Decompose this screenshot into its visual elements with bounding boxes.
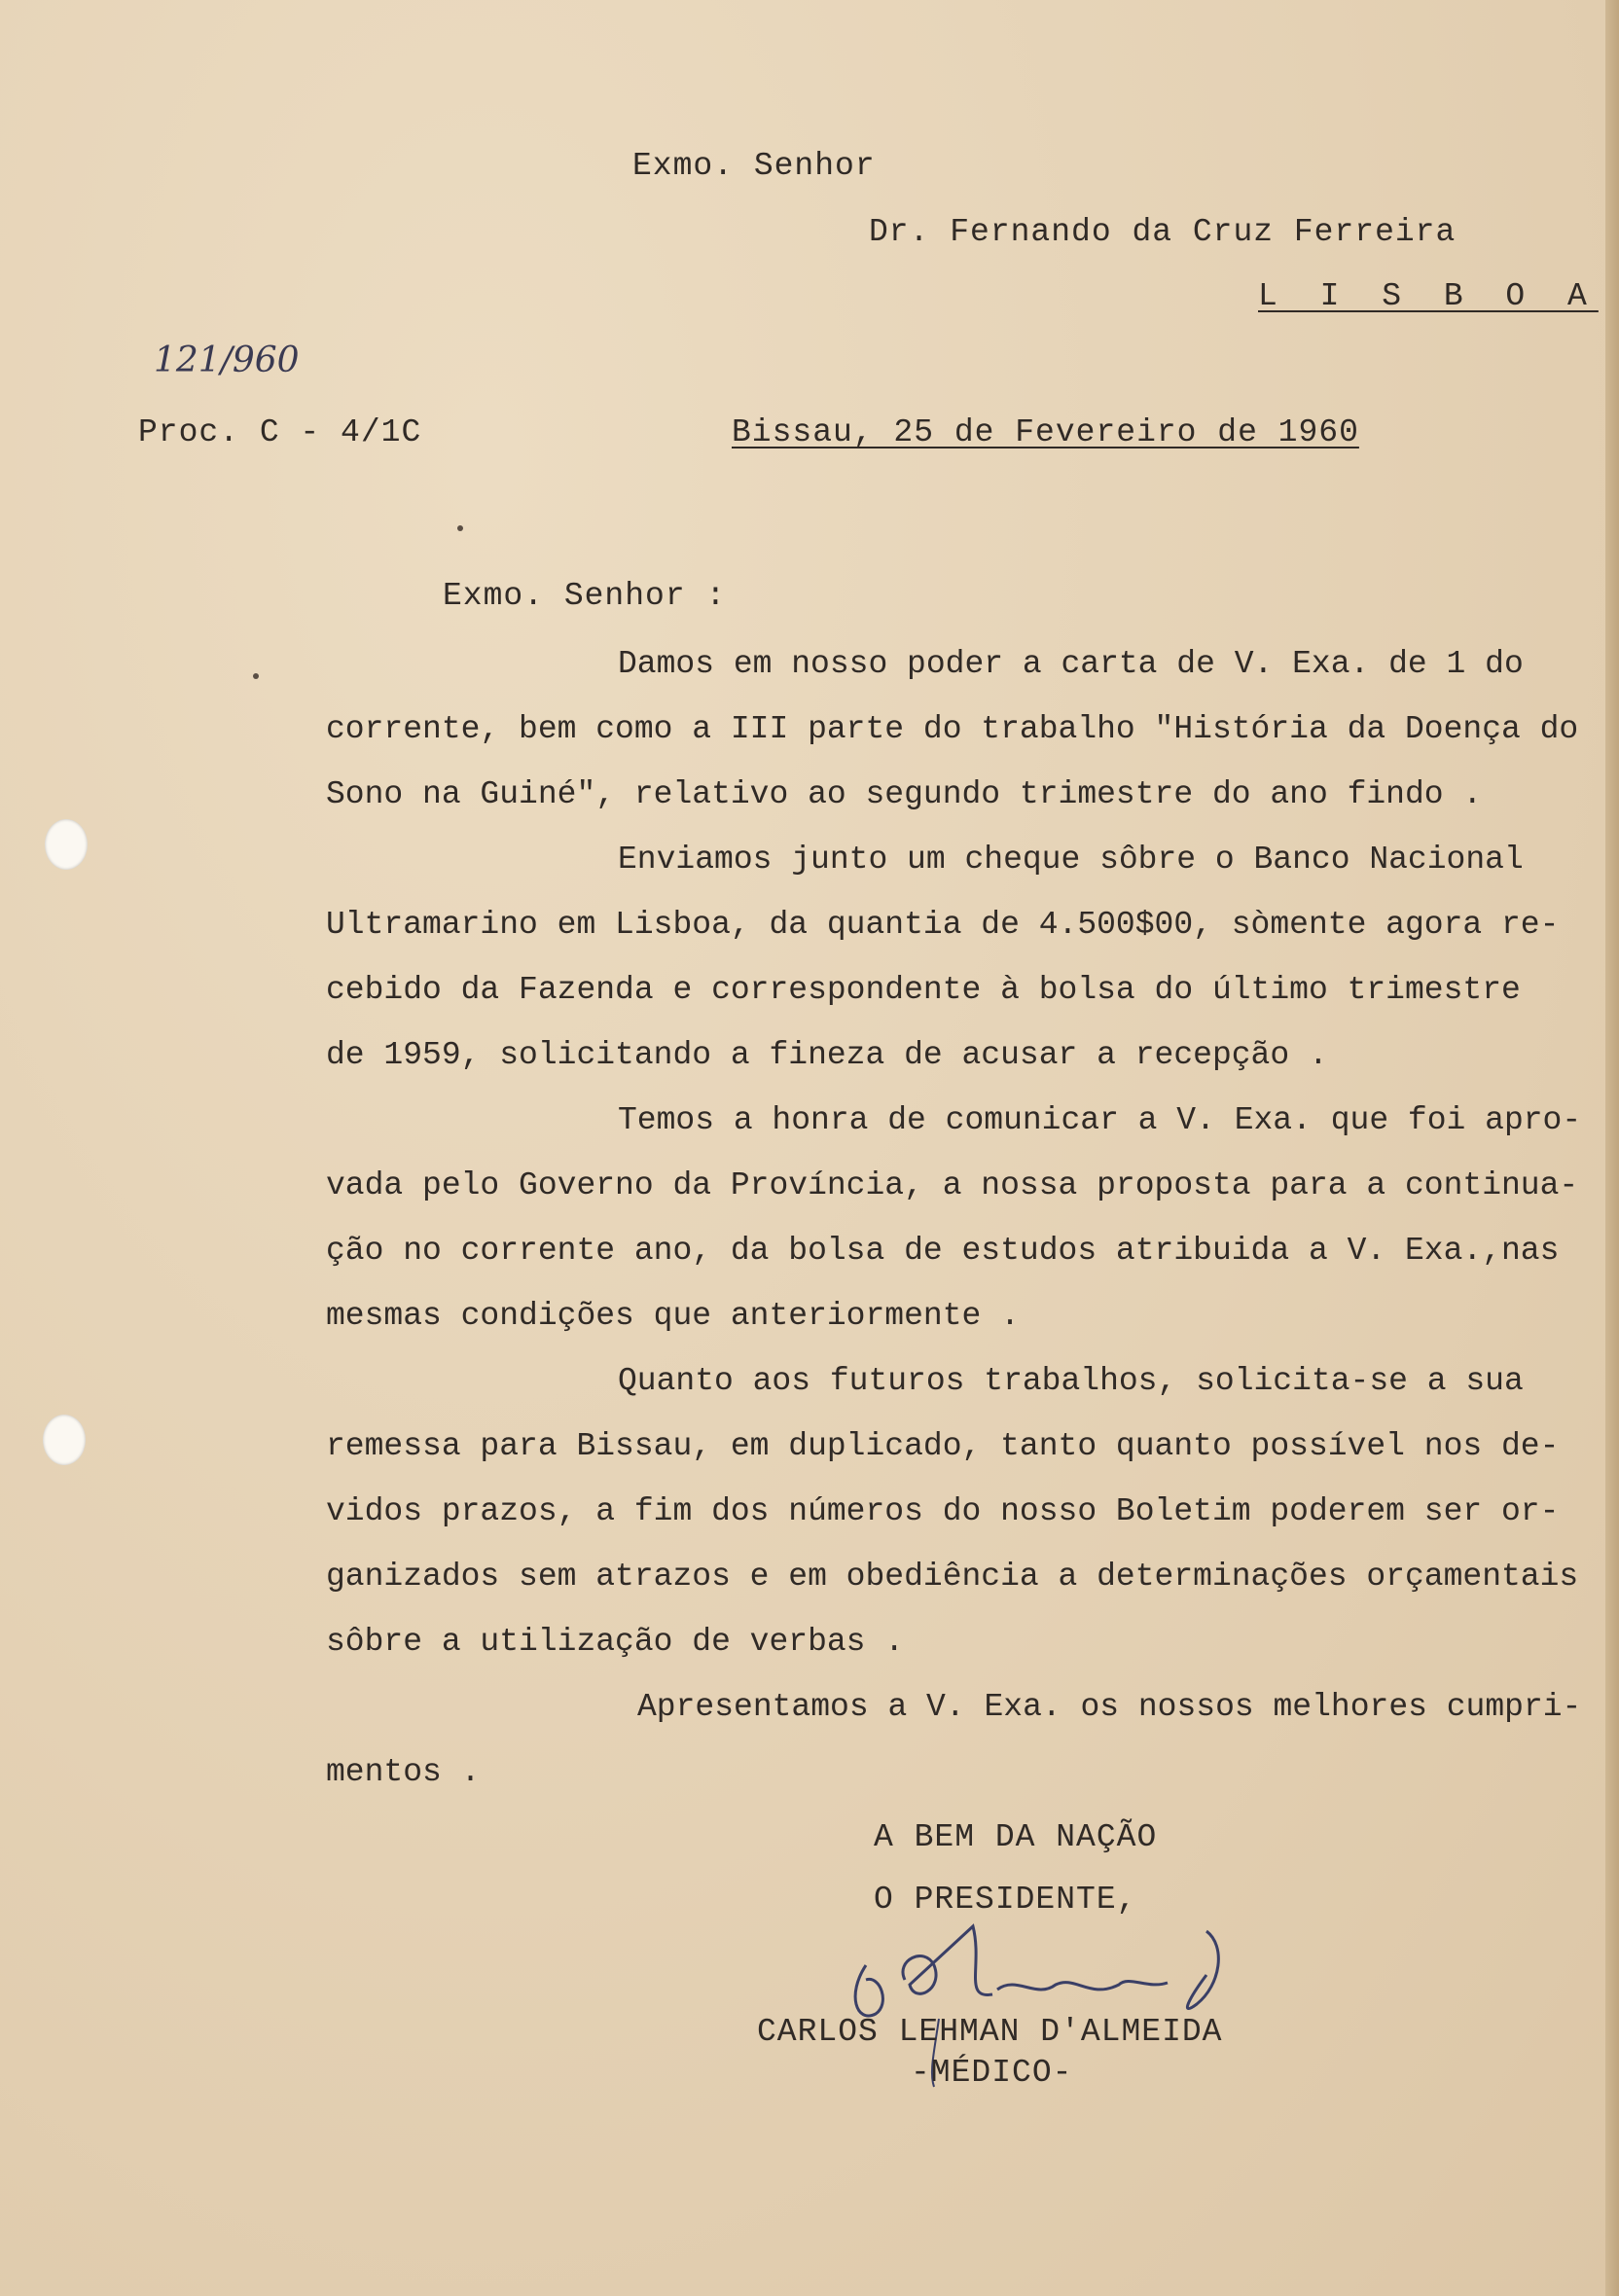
body-line: vada pelo Governo da Província, a nossa proposta para a continua- [326, 1167, 1579, 1203]
ink-speck [457, 525, 463, 531]
body-line: Enviamos junto um cheque sôbre o Banco Nacional [618, 842, 1524, 878]
reference-number: 121/960 [154, 341, 300, 380]
body-line: Sono na Guiné", relativo ao segundo trimestre do ano findo . [326, 776, 1483, 812]
paper-edge [1605, 0, 1619, 2296]
body-line: mesmas condições que anteriormente . [326, 1298, 1020, 1334]
body-line: Temos a honra de comunicar a V. Exa. que foi apro- [618, 1102, 1582, 1138]
body-line: ganizados sem atrazos e em obediência a determinações orçamentais [326, 1559, 1579, 1595]
body-line: sôbre a utilização de verbas . [326, 1624, 905, 1660]
punch-hole-bottom [43, 1415, 86, 1465]
signer-role: -MÉDICO- [911, 2055, 1073, 2091]
body-line: Damos em nosso poder a carta de V. Exa. de 1 do [618, 646, 1524, 682]
addressee-city: L I S B O A [1258, 278, 1599, 314]
body-line: mentos . [326, 1754, 481, 1790]
body-line: cebido da Fazenda e correspondente à bolsa do último trimestre [326, 972, 1521, 1008]
process-reference: Proc. C - 4/1C [138, 414, 422, 450]
body-line: vidos prazos, a fim dos números do nosso Boletim poderem ser or- [326, 1493, 1560, 1529]
body-line: Ultramarino em Lisboa, da quantia de 4.500$00, sòmente agora re- [326, 907, 1560, 943]
body-line: ção no corrente ano, da bolsa de estudos atribuida a V. Exa.,nas [326, 1233, 1560, 1269]
greeting: Exmo. Senhor : [443, 578, 727, 614]
punch-hole-top [45, 819, 88, 870]
date-line: Bissau, 25 de Fevereiro de 1960 [732, 414, 1359, 450]
signer-name: CARLOS LEHMAN D'ALMEIDA [757, 2014, 1223, 2050]
closing-title: O PRESIDENTE, [874, 1882, 1137, 1918]
body-line: Quanto aos futuros trabalhos, solicita-se a sua [618, 1363, 1524, 1399]
addressee-salutation: Exmo. Senhor [632, 148, 876, 184]
addressee-name: Dr. Fernando da Cruz Ferreira [869, 214, 1457, 250]
body-line: Apresentamos a V. Exa. os nossos melhores cumpri- [637, 1689, 1582, 1725]
ink-speck [253, 673, 259, 679]
body-line: corrente, bem como a III parte do trabalho "História da Doença do [326, 711, 1579, 747]
body-line: remessa para Bissau, em duplicado, tanto quanto possível nos de- [326, 1428, 1560, 1464]
closing-motto: A BEM DA NAÇÃO [874, 1819, 1158, 1855]
body-line: de 1959, solicitando a fineza de acusar a recepção . [326, 1037, 1328, 1073]
